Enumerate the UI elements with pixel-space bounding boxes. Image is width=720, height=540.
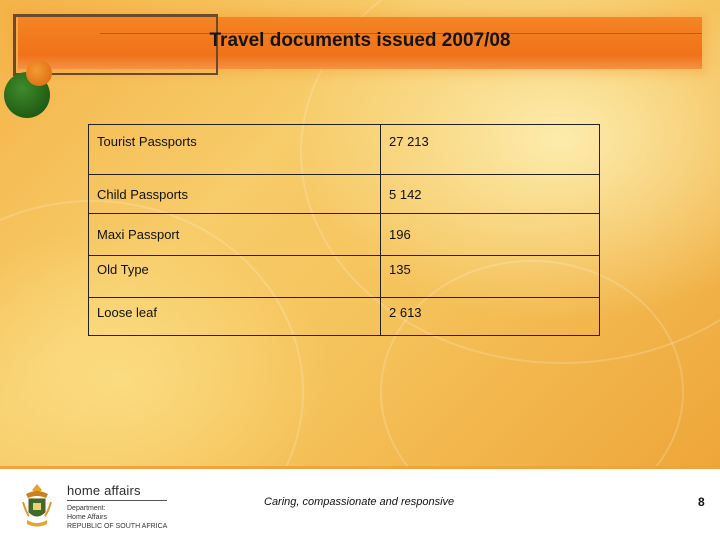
footer <box>0 466 720 540</box>
count-cell: 27 213 <box>381 125 600 175</box>
document-type-cell: Loose leaf <box>89 298 381 336</box>
page-title: Travel documents issued 2007/08 <box>209 30 511 51</box>
document-type-cell: Maxi Passport <box>89 214 381 256</box>
tagline: Caring, compassionate and responsive <box>264 496 455 508</box>
page-number: 8 <box>698 495 705 509</box>
logo-country: REPUBLIC OF SOUTH AFRICA <box>67 523 168 530</box>
home-affairs-logo <box>67 483 167 531</box>
count-cell: 5 142 <box>381 175 600 214</box>
logo-name: home affairs <box>67 483 141 498</box>
logo-department: Department: <box>67 505 106 512</box>
table-row <box>89 214 600 256</box>
logo-department-name: Home Affairs <box>67 514 107 521</box>
count-cell: 2 613 <box>381 298 600 336</box>
table-row <box>89 256 600 298</box>
footer-divider <box>0 466 720 469</box>
table-row <box>89 175 600 214</box>
document-type-cell: Child Passports <box>89 175 381 214</box>
decorative-orange-circle <box>26 60 52 86</box>
table-row <box>89 298 600 336</box>
travel-documents-table <box>88 124 600 336</box>
table-row <box>89 125 600 175</box>
document-type-cell: Tourist Passports <box>89 125 381 175</box>
coat-of-arms-icon <box>20 482 54 530</box>
document-type-cell: Old Type <box>89 256 381 298</box>
logo-rule <box>67 500 167 501</box>
count-cell: 196 <box>381 214 600 256</box>
title-frame <box>13 14 218 17</box>
count-cell: 135 <box>381 256 600 298</box>
